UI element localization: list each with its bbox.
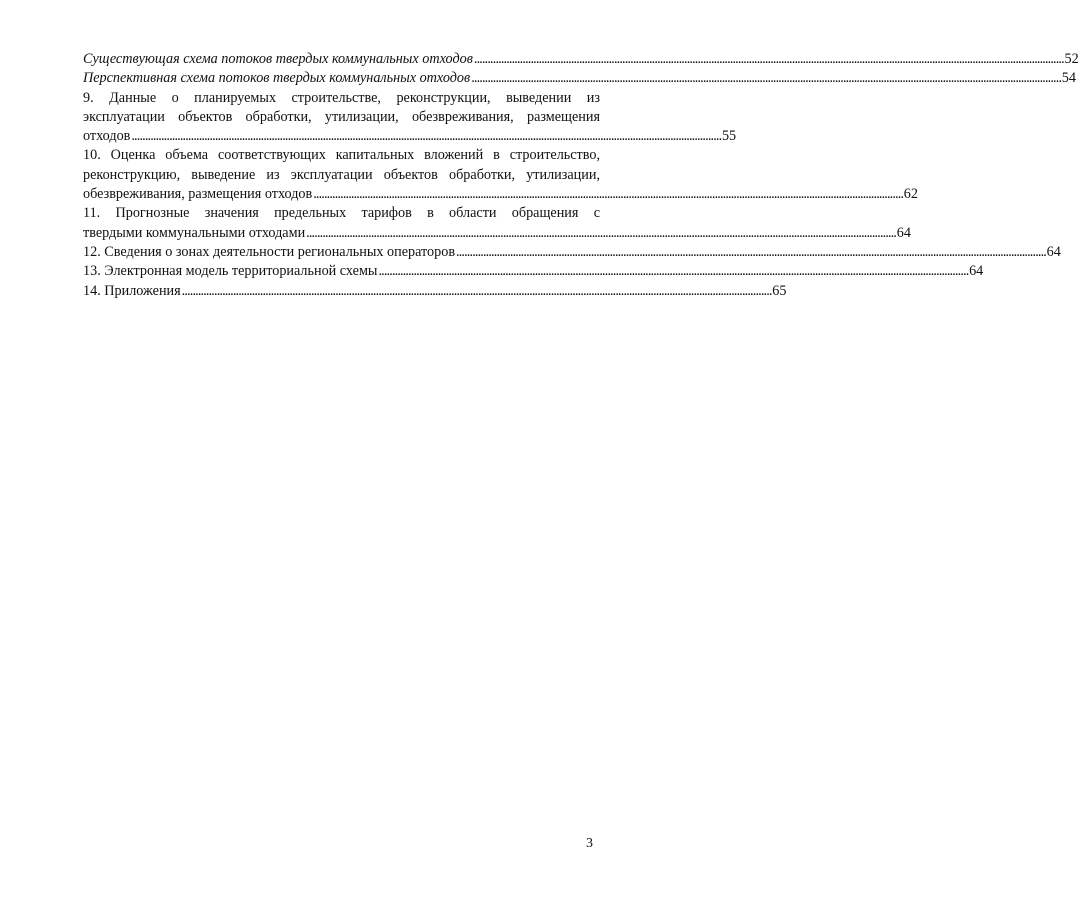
toc-page-number: 54 [1061,70,1076,87]
toc-entry-title: Перспективная схема потоков твердых коммунальных отходов [83,70,471,87]
toc-entry-title-end: обезвреживания, размещения отходов [83,186,313,203]
toc-entry-title-line: эксплуатации объектов обработки, утилизации, обезвреживания, размещения [83,108,600,125]
toc-entry-title: Существующая схема потоков твердых коммунальных отходов [83,51,473,67]
toc-entry-leader-line [83,262,984,281]
toc-entry-leader-line [83,282,787,301]
toc-entry-title-line: 9. Данные о планируемых строительстве, реконструкции, выведении из [83,89,600,106]
table-of-contents [83,50,1079,301]
toc-entry-leader-line [83,185,918,204]
toc-entry-prospective-waste-flow[interactable] [83,69,1076,88]
toc-dot-leader [378,262,967,281]
toc-entry-section-12[interactable] [83,243,1061,262]
toc-dot-leader [131,127,720,146]
toc-entry-title-line: 10. Оценка объема соответствующих капитальных вложений в строительство, [83,147,600,164]
toc-entry-title-end: твердыми коммунальными отходами [83,224,306,241]
page-number: 3 [586,836,593,851]
toc-entry-leader-line [83,69,1076,88]
toc-entry-leader-line [83,127,737,146]
toc-entry-title: 13. Электронная модель территориальной схемы [83,263,378,280]
toc-entry-section-11[interactable] [83,204,911,243]
toc-entry-section-10[interactable] [83,146,918,204]
toc-page-number: 64 [896,224,911,241]
toc-dot-leader [306,224,895,243]
toc-entry-title: 12. Сведения о зонах деятельности региональных операторов [83,243,456,260]
toc-dot-leader [474,50,1063,69]
toc-page-number: 64 [969,263,984,280]
toc-entry-title-line: 11. Прогнозные значения предельных тарифов в области обращения с [83,205,600,222]
toc-entry-existing-waste-flow[interactable] [83,50,1079,69]
toc-entry-section-13[interactable] [83,262,984,281]
toc-page-number: 55 [721,128,737,145]
toc-entry-leader-line [83,224,911,243]
toc-entry-section-9[interactable] [83,89,737,147]
toc-entry-leader-line [83,50,1079,69]
toc-dot-leader [313,185,902,204]
toc-dot-leader [456,243,1045,262]
toc-page-number: 65 [772,282,787,299]
toc-entry-title-line: реконструкцию, выведение из эксплуатации объектов обработки, утилизации, [83,166,600,183]
toc-page-number: 62 [903,186,918,203]
toc-page-number: 64 [1046,243,1061,260]
toc-entry-section-14[interactable] [83,282,787,301]
toc-entry-title: 14. Приложения [83,282,181,299]
toc-dot-leader [471,69,1060,88]
toc-dot-leader [182,282,771,301]
toc-entry-title-end: отходов [83,128,131,145]
toc-entry-leader-line [83,243,1061,262]
toc-page-number: 52 [1064,51,1079,67]
